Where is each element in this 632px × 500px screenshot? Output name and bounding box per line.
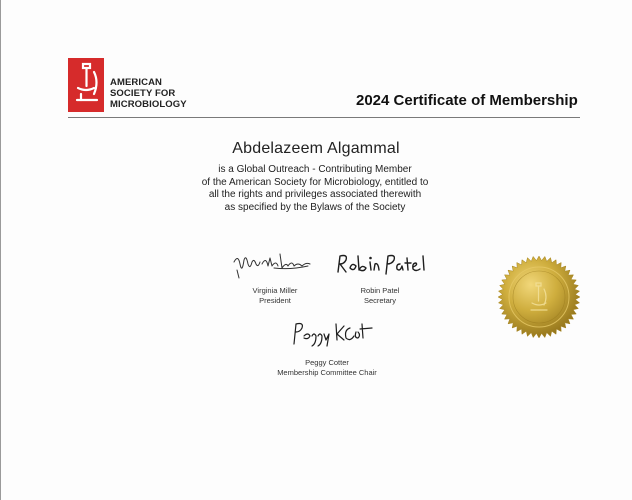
- signer-block: [330, 286, 430, 306]
- logo-line: SOCIETY FOR: [110, 88, 176, 99]
- signer-role: Secretary: [363, 296, 397, 305]
- asm-logo: [68, 58, 193, 114]
- signer-role: President: [259, 296, 291, 305]
- title-divider: [68, 117, 580, 118]
- gold-seal-icon: [497, 255, 581, 339]
- signature-virginia-miller: [230, 250, 314, 285]
- member-name: Abdelazeem Algammal: [232, 140, 400, 157]
- certificate-title: 2024 Certificate of Membership: [356, 92, 578, 109]
- statement-line: is a Global Outreach - Contributing Member: [218, 164, 412, 175]
- signer-block: [252, 358, 402, 378]
- signer-name: Peggy Cotter: [305, 358, 349, 367]
- statement-line: all the rights and privileges associated therewith: [208, 189, 422, 200]
- page-border: [0, 0, 1, 500]
- statement-line: of the American Society for Microbiology, entitled to: [201, 176, 429, 188]
- signer-name: Robin Patel: [360, 286, 400, 295]
- logo-wordmark: [110, 77, 187, 110]
- logo-line: AMERICAN: [110, 77, 162, 88]
- signer-name: Virginia Miller: [252, 286, 298, 295]
- signer-role: Membership Committee Chair: [277, 368, 377, 377]
- membership-statement: [160, 164, 470, 214]
- logo-line: MICROBIOLOGY: [110, 99, 187, 110]
- microscope-icon: [68, 58, 104, 112]
- signature-peggy-cotter: [290, 318, 376, 353]
- statement-line: as specified by the Bylaws of the Society: [224, 201, 406, 213]
- signer-block: [225, 286, 325, 306]
- signature-robin-patel: [334, 250, 428, 281]
